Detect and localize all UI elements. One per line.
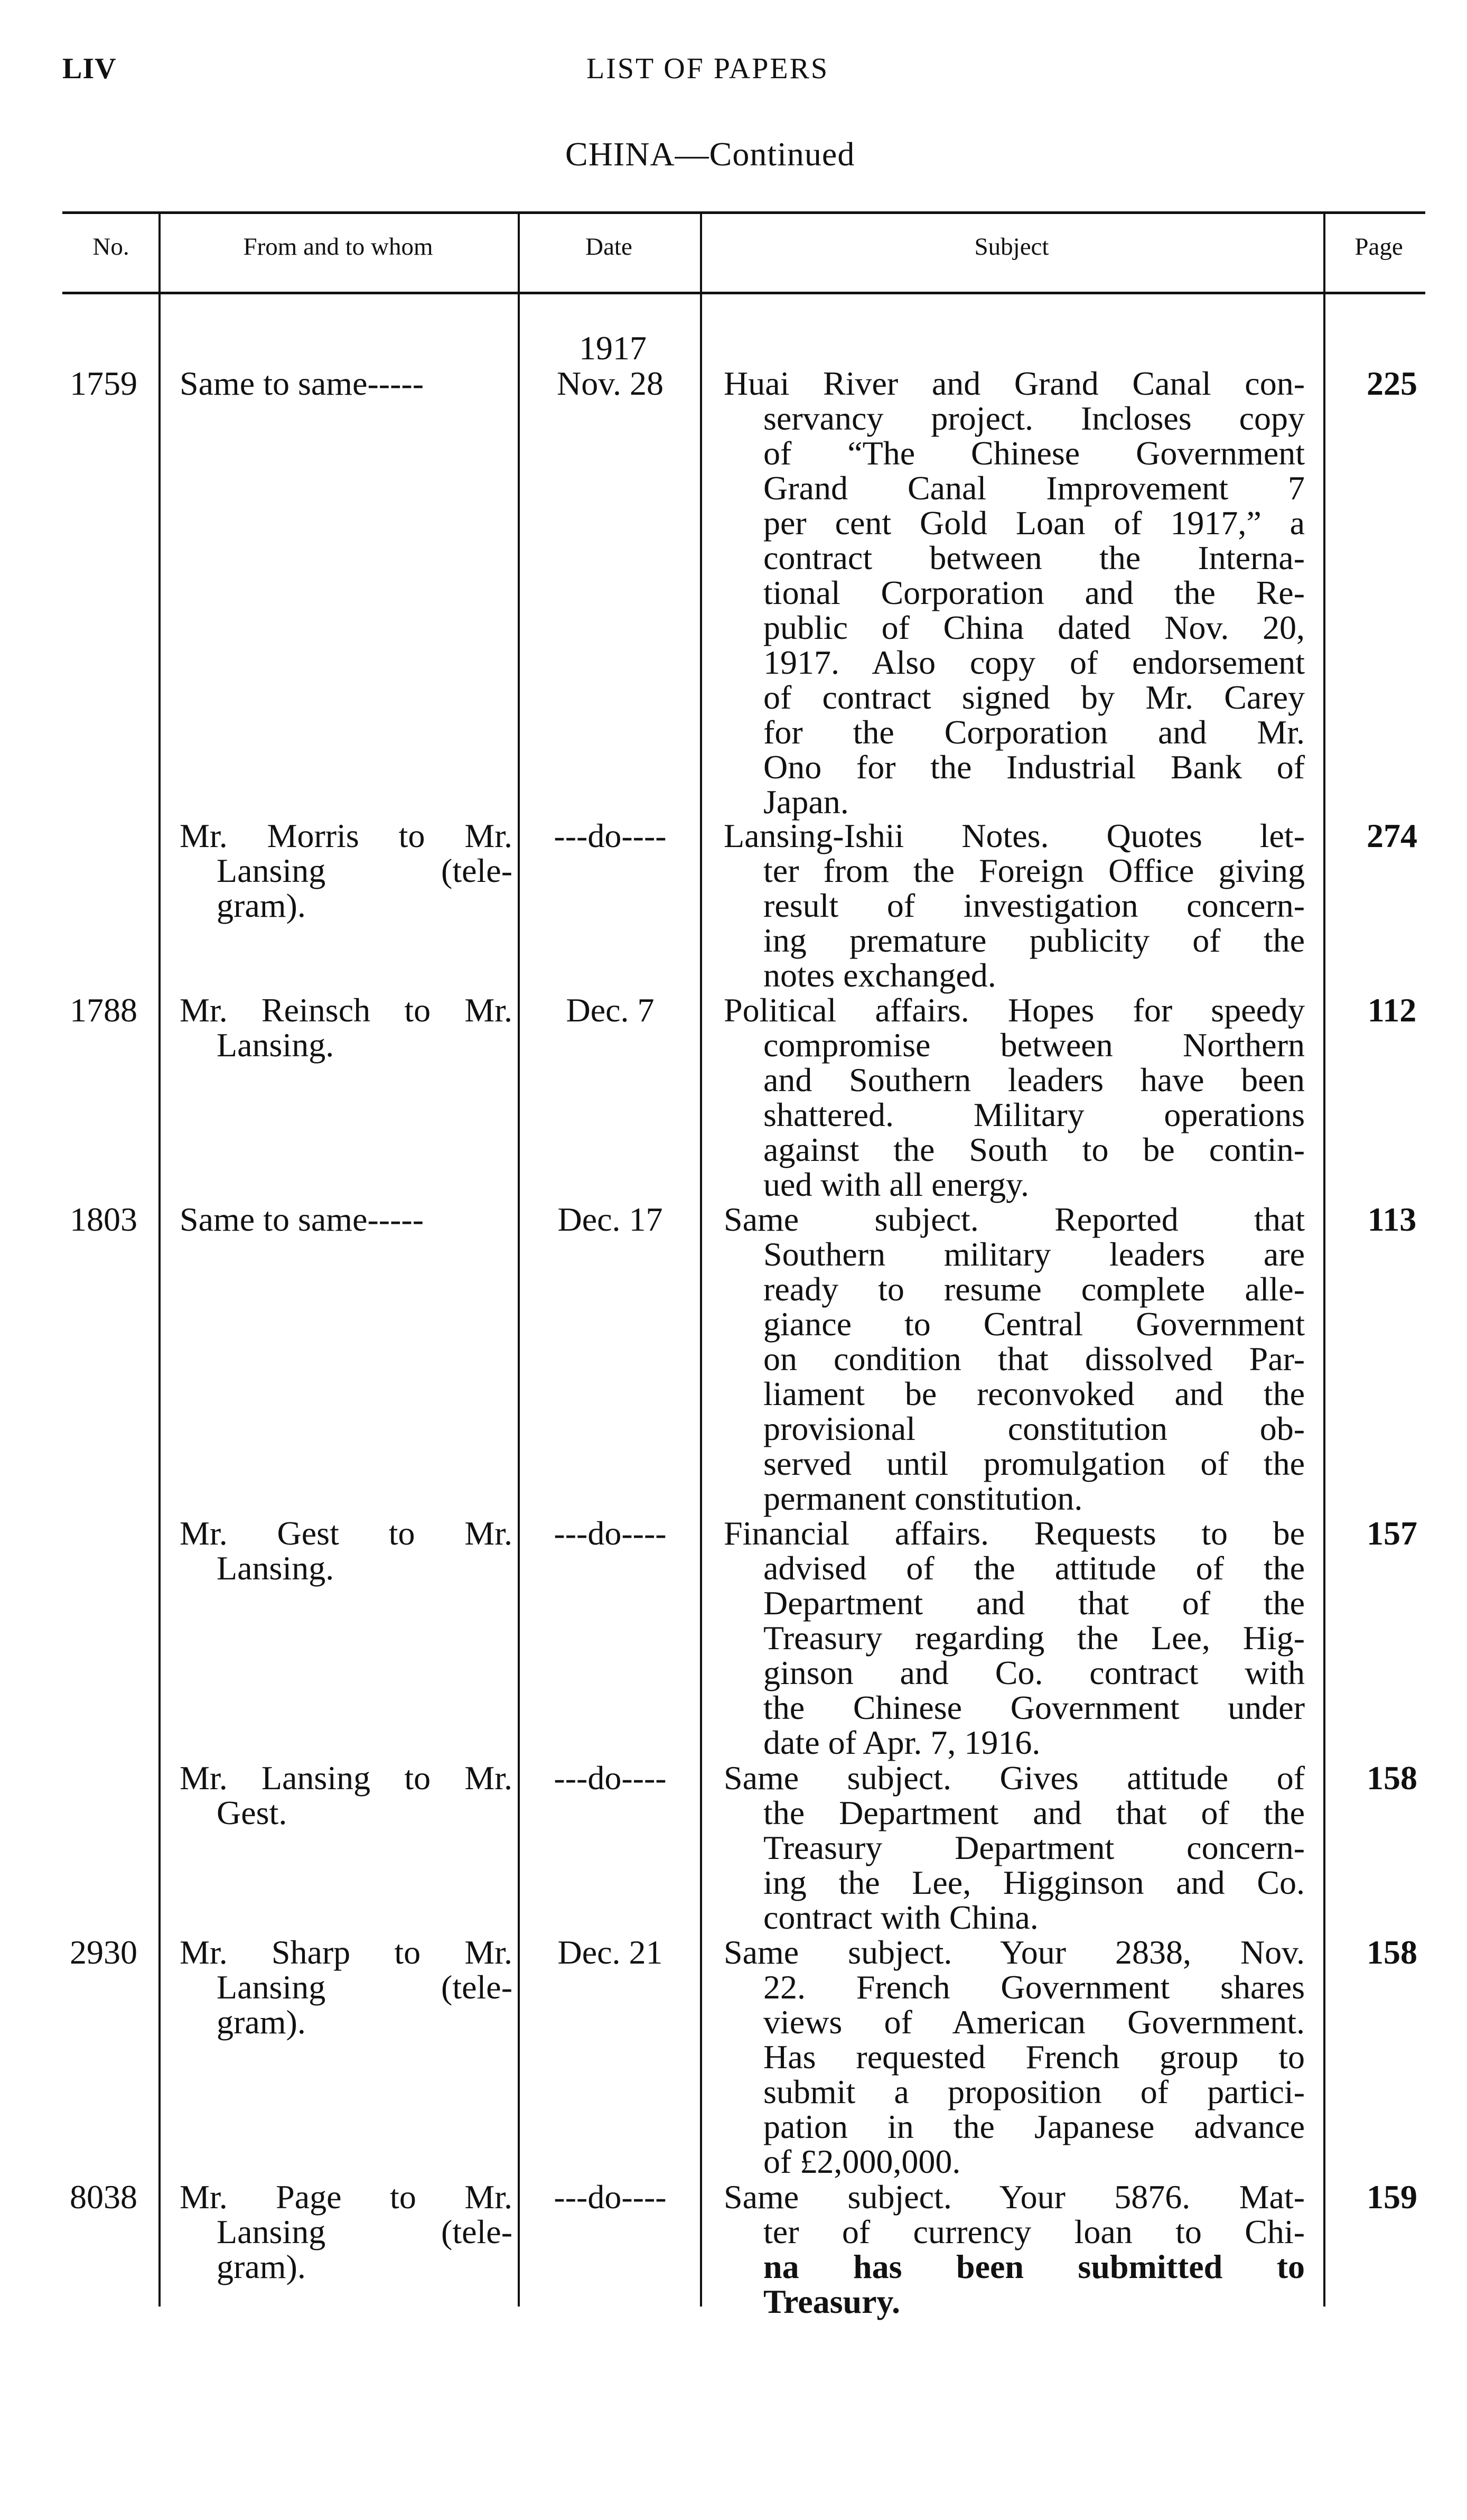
row-1-subject-line: 1917. Also copy of endorsement [763, 644, 1305, 681]
row-1-subject-line: Huai River and Grand Canal con- [724, 365, 1305, 402]
row-3-subject-line: and Southern leaders have been [763, 1061, 1305, 1099]
row-8-subject [724, 2180, 1305, 2319]
row-7-subject-line: views of American Government. [763, 2003, 1305, 2041]
row-1-number: 1759 [70, 365, 137, 402]
row-7-from [180, 1935, 512, 2040]
row-4-page: 113 [1367, 1201, 1417, 1238]
row-5-subject-line: the Chinese Government under [763, 1689, 1305, 1726]
row-2-from-line: Mr. Morris to Mr. [180, 817, 512, 854]
row-3-subject-line: shattered. Military operations [763, 1096, 1305, 1133]
row-5-subject-line: Financial affairs. Requests to be [724, 1514, 1305, 1552]
row-1-subject-line: of “The Chinese Government [763, 434, 1305, 472]
column-header-from-to: From and to whom [243, 233, 433, 261]
row-3-page: 112 [1367, 991, 1417, 1029]
row-7-subject-line: Has requested French group to [763, 2038, 1305, 2076]
row-4-subject-line: Same subject. Reported that [724, 1201, 1305, 1238]
row-1-subject-line: Japan. [763, 783, 849, 821]
row-2-from [180, 819, 512, 923]
row-4-subject-line: on condition that dissolved Par- [763, 1340, 1305, 1378]
row-7-subject-line: 22. French Government shares [763, 1968, 1305, 2006]
row-4-subject-line: Southern military leaders are [763, 1235, 1305, 1273]
row-8-number: 8038 [70, 2178, 137, 2216]
row-5-subject-line: Department and that of the [763, 1584, 1305, 1622]
row-6-from-line: Mr. Lansing to Mr. [180, 1759, 512, 1797]
row-4-subject-line: permanent constitution. [763, 1480, 1083, 1517]
row-6-subject-line: ing the Lee, Higginson and Co. [763, 1864, 1305, 1901]
row-1-page: 225 [1367, 365, 1417, 402]
row-4-subject-line: giance to Central Government [763, 1305, 1305, 1343]
row-4-subject-line: liament be reconvoked and the [763, 1375, 1305, 1412]
row-2-subject-line: ing premature publicity of the [763, 922, 1305, 959]
row-3-subject-line: compromise between Northern [763, 1026, 1305, 1064]
row-8-subject-line: Treasury. [763, 2283, 900, 2320]
column-header-date: Date [585, 233, 632, 261]
column-divider-4 [1323, 214, 1325, 2307]
row-7-page: 158 [1367, 1933, 1417, 1971]
row-7-subject-line: Same subject. Your 2838, Nov. [724, 1933, 1305, 1971]
row-7-subject [724, 1935, 1305, 2179]
row-4-subject-line: served until promulgation of the [763, 1445, 1305, 1482]
row-2-from-line: gram). [217, 887, 306, 924]
row-2-page: 274 [1367, 817, 1417, 854]
row-1-subject [724, 366, 1305, 820]
row-2-from-line: Lansing (tele- [217, 852, 512, 889]
table-top-rule [62, 211, 1425, 214]
row-5-subject-line: date of Apr. 7, 1916. [763, 1724, 1041, 1761]
row-5-page: 157 [1367, 1514, 1417, 1552]
row-6-subject [724, 1761, 1305, 1935]
row-7-from-line: gram). [217, 2003, 306, 2041]
row-7-from-line: Mr. Sharp to Mr. [180, 1933, 512, 1971]
row-1-from [180, 366, 512, 401]
page-number: LIV [62, 52, 117, 85]
row-5-subject-line: ginson and Co. contract with [763, 1654, 1305, 1691]
row-8-from-line: Lansing (tele- [217, 2213, 512, 2251]
row-1-subject-line: per cent Gold Loan of 1917,” a [763, 504, 1305, 542]
row-1-subject-line: Grand Canal Improvement 7 [763, 469, 1305, 507]
row-3-from-line: Lansing. [217, 1026, 334, 1064]
row-8-from [180, 2180, 512, 2284]
section-title: CHINA—Continued [565, 135, 855, 173]
row-4-number: 1803 [70, 1201, 137, 1238]
row-5-subject [724, 1516, 1305, 1760]
row-6-from-line: Gest. [217, 1794, 287, 1831]
row-1-subject-line: contract between the Interna- [763, 539, 1305, 576]
row-4-subject-line: ready to resume complete alle- [763, 1270, 1305, 1308]
row-1-subject-line: servancy project. Incloses copy [763, 399, 1305, 437]
row-3-subject-line: against the South to be contin- [763, 1131, 1305, 1168]
row-3-subject [724, 993, 1305, 1202]
row-2-subject-line: notes exchanged. [763, 956, 996, 994]
row-2-subject-line: ter from the Foreign Office giving [763, 852, 1305, 889]
row-4-date: Dec. 17 [557, 1201, 663, 1238]
row-3-from-line: Mr. Reinsch to Mr. [180, 991, 512, 1029]
row-1-subject-line: public of China dated Nov. 20, [763, 609, 1305, 646]
column-header-subject: Subject [974, 233, 1049, 261]
row-7-number: 2930 [70, 1933, 137, 1971]
row-8-subject-line: Same subject. Your 5876. Mat- [724, 2178, 1305, 2216]
row-7-subject-line: pation in the Japanese advance [763, 2108, 1305, 2145]
column-divider-3 [700, 214, 702, 2307]
row-8-from-line: gram). [217, 2248, 306, 2285]
year-label: 1917 [579, 329, 647, 367]
row-6-subject-line: Same subject. Gives attitude of [724, 1759, 1305, 1797]
row-1-subject-line: of contract signed by Mr. Carey [763, 678, 1305, 716]
row-8-page: 159 [1367, 2178, 1417, 2216]
row-3-subject-line: ued with all energy. [763, 1166, 1029, 1203]
row-8-from-line: Mr. Page to Mr. [180, 2178, 512, 2216]
row-7-date: Dec. 21 [557, 1933, 663, 1971]
column-header-no: No. [92, 233, 129, 261]
column-header-page: Page [1354, 233, 1403, 261]
row-5-from-line: Mr. Gest to Mr. [180, 1514, 512, 1552]
row-6-page: 158 [1367, 1759, 1417, 1797]
row-8-subject-line: na has been submitted to [763, 2248, 1305, 2285]
row-4-from-line: Same to same----- [180, 1201, 424, 1238]
row-8-date: ---do---- [554, 2178, 667, 2216]
row-8-subject-line: ter of currency loan to Chi- [763, 2213, 1305, 2251]
row-4-subject [724, 1202, 1305, 1516]
column-divider-1 [158, 214, 161, 2307]
row-2-subject-line: result of investigation concern- [763, 887, 1305, 924]
row-1-date: Nov. 28 [556, 365, 664, 402]
row-1-subject-line: for the Corporation and Mr. [763, 713, 1305, 751]
row-1-subject-line: Ono for the Industrial Bank of [763, 748, 1305, 786]
row-5-subject-line: advised of the attitude of the [763, 1549, 1305, 1587]
row-1-subject-line: tional Corporation and the Re- [763, 574, 1305, 611]
row-5-from-line: Lansing. [217, 1549, 334, 1587]
table-header-rule [62, 292, 1425, 294]
row-7-subject-line: of £2,000,000. [763, 2143, 961, 2180]
row-4-subject-line: provisional constitution ob- [763, 1410, 1305, 1447]
row-7-subject-line: submit a proposition of partici- [763, 2073, 1305, 2110]
row-3-subject-line: Political affairs. Hopes for speedy [724, 991, 1305, 1029]
column-divider-2 [518, 214, 520, 2307]
row-6-from [180, 1761, 512, 1830]
row-1-from-line: Same to same----- [180, 365, 424, 402]
row-5-subject-line: Treasury regarding the Lee, Hig- [763, 1619, 1305, 1657]
row-2-subject-line: Lansing-Ishii Notes. Quotes let- [724, 817, 1305, 854]
row-2-date: ---do---- [554, 817, 667, 854]
row-2-subject [724, 819, 1305, 993]
row-7-from-line: Lansing (tele- [217, 1968, 512, 2006]
row-6-subject-line: Treasury Department concern- [763, 1829, 1305, 1866]
row-3-from [180, 993, 512, 1063]
row-6-subject-line: contract with China. [763, 1899, 1039, 1936]
row-6-date: ---do---- [554, 1759, 667, 1797]
row-3-number: 1788 [70, 991, 137, 1029]
row-6-subject-line: the Department and that of the [763, 1794, 1305, 1831]
row-3-date: Dec. 7 [566, 991, 655, 1029]
running-head: LIST OF PAPERS [586, 52, 829, 85]
row-4-from [180, 1202, 512, 1237]
row-5-date: ---do---- [554, 1514, 667, 1552]
row-5-from [180, 1516, 512, 1586]
